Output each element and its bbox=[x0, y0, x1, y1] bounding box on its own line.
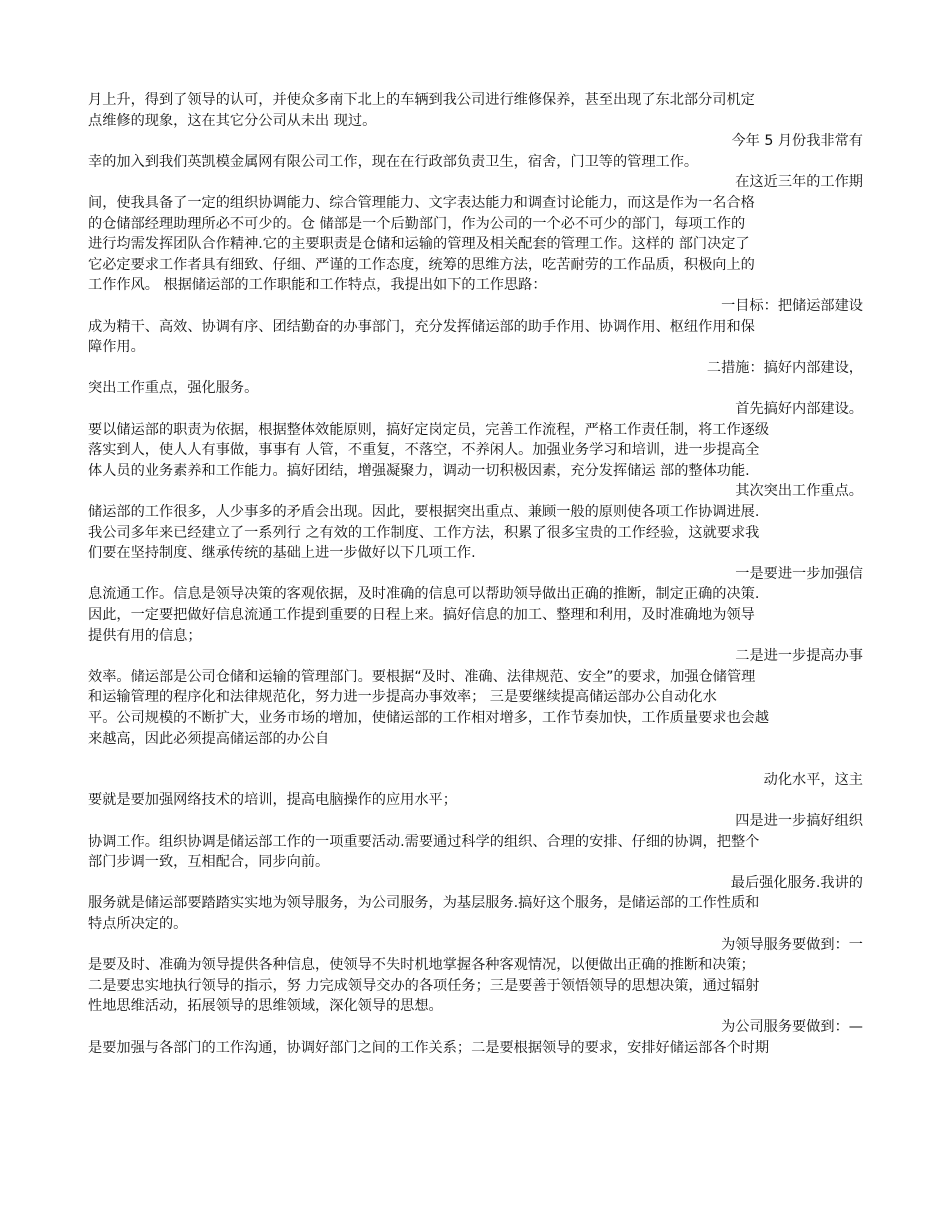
text-line: 储运部的工作很多，人少事多的矛盾会出现。因此，要根据突出重点、兼顾一般的原则使各项工作协调进展. bbox=[88, 504, 760, 520]
text-line: 今年 5 月份我非常有 bbox=[731, 133, 863, 150]
text-line: 们要在坚持制度、继承传统的基础上进一步做好以下几项工作. bbox=[88, 545, 476, 562]
text-line: 我公司多年来已经建立了一系列行 之有效的工作制度、工作方法，积累了很多宝贵的工作经验，这就要求我 bbox=[88, 524, 760, 541]
text-line: 为领导服务要做到：一 bbox=[721, 936, 863, 953]
text-line: 要就是要加强网络技术的培训，提高电脑操作的应用水平； bbox=[88, 792, 457, 809]
text-line: 一目标：把储运部建设 bbox=[721, 298, 863, 314]
text-line: 效率。储运部是公司仓储和运输的管理部门。要根据“及时、准确、法律规范、安全”的要求，加强仓储管理 bbox=[88, 668, 756, 685]
text-line: 特点所决定的。 bbox=[88, 916, 188, 932]
text-line: 提供有用的信息； bbox=[88, 627, 202, 644]
text-line: 落实到人，使人人有事做，事事有 人管，不重复，不落空，不养闲人。加强业务学习和培训，进一步提高全 bbox=[88, 442, 760, 459]
text-line: 二是要忠实地执行领导的指示，努 力完成领导交办的各项任务；三是要善于领悟领导的思想决策，通过辐射 bbox=[88, 977, 760, 994]
text-line: 一是要进一步加强信 bbox=[735, 565, 863, 582]
text-line: 点维修的现象，这在其它分公司从未出 现过。 bbox=[88, 112, 377, 129]
text-line: 息流通工作。信息是领导决策的客观依据，及时准确的信息可以帮助领导做出正确的推断，制定正确的决策. bbox=[88, 586, 760, 603]
text-line: 障作用。 bbox=[88, 339, 145, 356]
text-line: 要以储运部的职责为依据，根据整体效能原则，搞好定岗定员，完善工作流程，严格工作责任制，将工作逐级 bbox=[88, 421, 770, 438]
text-line: 在这近三年的工作期 bbox=[735, 174, 863, 191]
text-line: 体人员的业务素养和工作能力。搞好团结，增强凝聚力，调动一切积极因素，充分发挥储运 部的整体功能. bbox=[88, 462, 750, 479]
text-line bbox=[88, 749, 863, 769]
text-line: 的仓储部经理助理所必不可少的。仓 储部是一个后勤部门，作为公司的一个必不可少的部门，每项工作的 bbox=[88, 215, 746, 232]
text-line: 四是进一步搞好组织 bbox=[735, 813, 863, 829]
text-line: 为公司服务要做到：— bbox=[721, 1019, 863, 1035]
text-line: 是要加强与各部门的工作沟通，协调好部门之间的工作关系；二是要根据领导的要求，安排好储运部各个时期 bbox=[88, 1039, 770, 1056]
text-line: 部门步调一致，互相配合，同步向前。 bbox=[88, 854, 330, 871]
text-line: 间，使我具备了一定的组织协调能力、综合管理能力、文字表达能力和调查讨论能力，而这是作为一名合格 bbox=[88, 195, 755, 211]
text-line: 协调工作。组织协调是储运部工作的一项重要活动.需要通过科学的组织、合理的安排、仔细的协调，把整个 bbox=[88, 833, 760, 850]
text-line: 其次突出工作重点。 bbox=[735, 483, 863, 500]
text-line: 因此，一定要把做好信息流通工作提到重要的日程上来。搞好信息的加工、整理和利用，及时准确地为领导 bbox=[88, 607, 755, 623]
text-line: 服务就是储运部要踏踏实实地为领导服务，为公司服务，为基层服务.搞好这个服务，是储运部的工作性质和 bbox=[88, 895, 760, 912]
text-line: 动化水平，这主 bbox=[763, 771, 863, 788]
text-line: 它必定要求工作者具有细致、仔细、严谨的工作态度，统筹的思维方法，吃苦耐劳的工作品质，积极向上的 bbox=[88, 256, 755, 273]
text-line: 来越高，因此必须提高储运部的办公自 bbox=[88, 730, 330, 747]
text-line: 突出工作重点，强化服务。 bbox=[88, 380, 259, 397]
text-line: 性地思维活动，拓展领导的思维领域，深化领导的思想。 bbox=[88, 998, 443, 1015]
text-line: 首先搞好内部建设。 bbox=[735, 401, 863, 417]
text-line: 最后强化服务.我讲的 bbox=[730, 874, 863, 891]
text-line: 二措施：搞好内部建设， bbox=[706, 359, 863, 376]
text-line: 进行均需发挥团队合作精神.它的主要职责是仓储和运输的管理及相关配套的管理工作。这样的 部门决定了 bbox=[88, 236, 750, 253]
text-line: 月上升，得到了领导的认可，并使众多南下北上的车辆到我公司进行维修保养，甚至出现了东北部分司机定 bbox=[88, 92, 755, 108]
text-line: 平。公司规模的不断扩大，业务市场的增加，使储运部的工作相对增多，工作节奏加快，工作质量要求也会越 bbox=[88, 710, 770, 726]
text-line: 工作作风。 根据储运部的工作职能和工作特点，我提出如下的工作思路： bbox=[88, 277, 547, 294]
text-line: 和运输管理的程序化和法律规范化，努力进一步提高办事效率； 三是要继续提高储运部办公自动化水 bbox=[88, 689, 717, 706]
text-line: 二是进一步提高办事 bbox=[735, 648, 863, 665]
text-line: 是要及时、准确为领导提供各种信息，使领导不失时机地掌握各种客观情况，以便做出正确的推断和决策； bbox=[88, 957, 755, 974]
text-line: 幸的加入到我们英凯模金属网有限公司工作，现在在行政部负责卫生，宿舍，门卫等的管理工作。 bbox=[88, 153, 699, 170]
text-line: 成为精干、高效、协调有序、团结勤奋的办事部门，充分发挥储运部的助手作用、协调作用、枢纽作用和保 bbox=[88, 318, 755, 335]
